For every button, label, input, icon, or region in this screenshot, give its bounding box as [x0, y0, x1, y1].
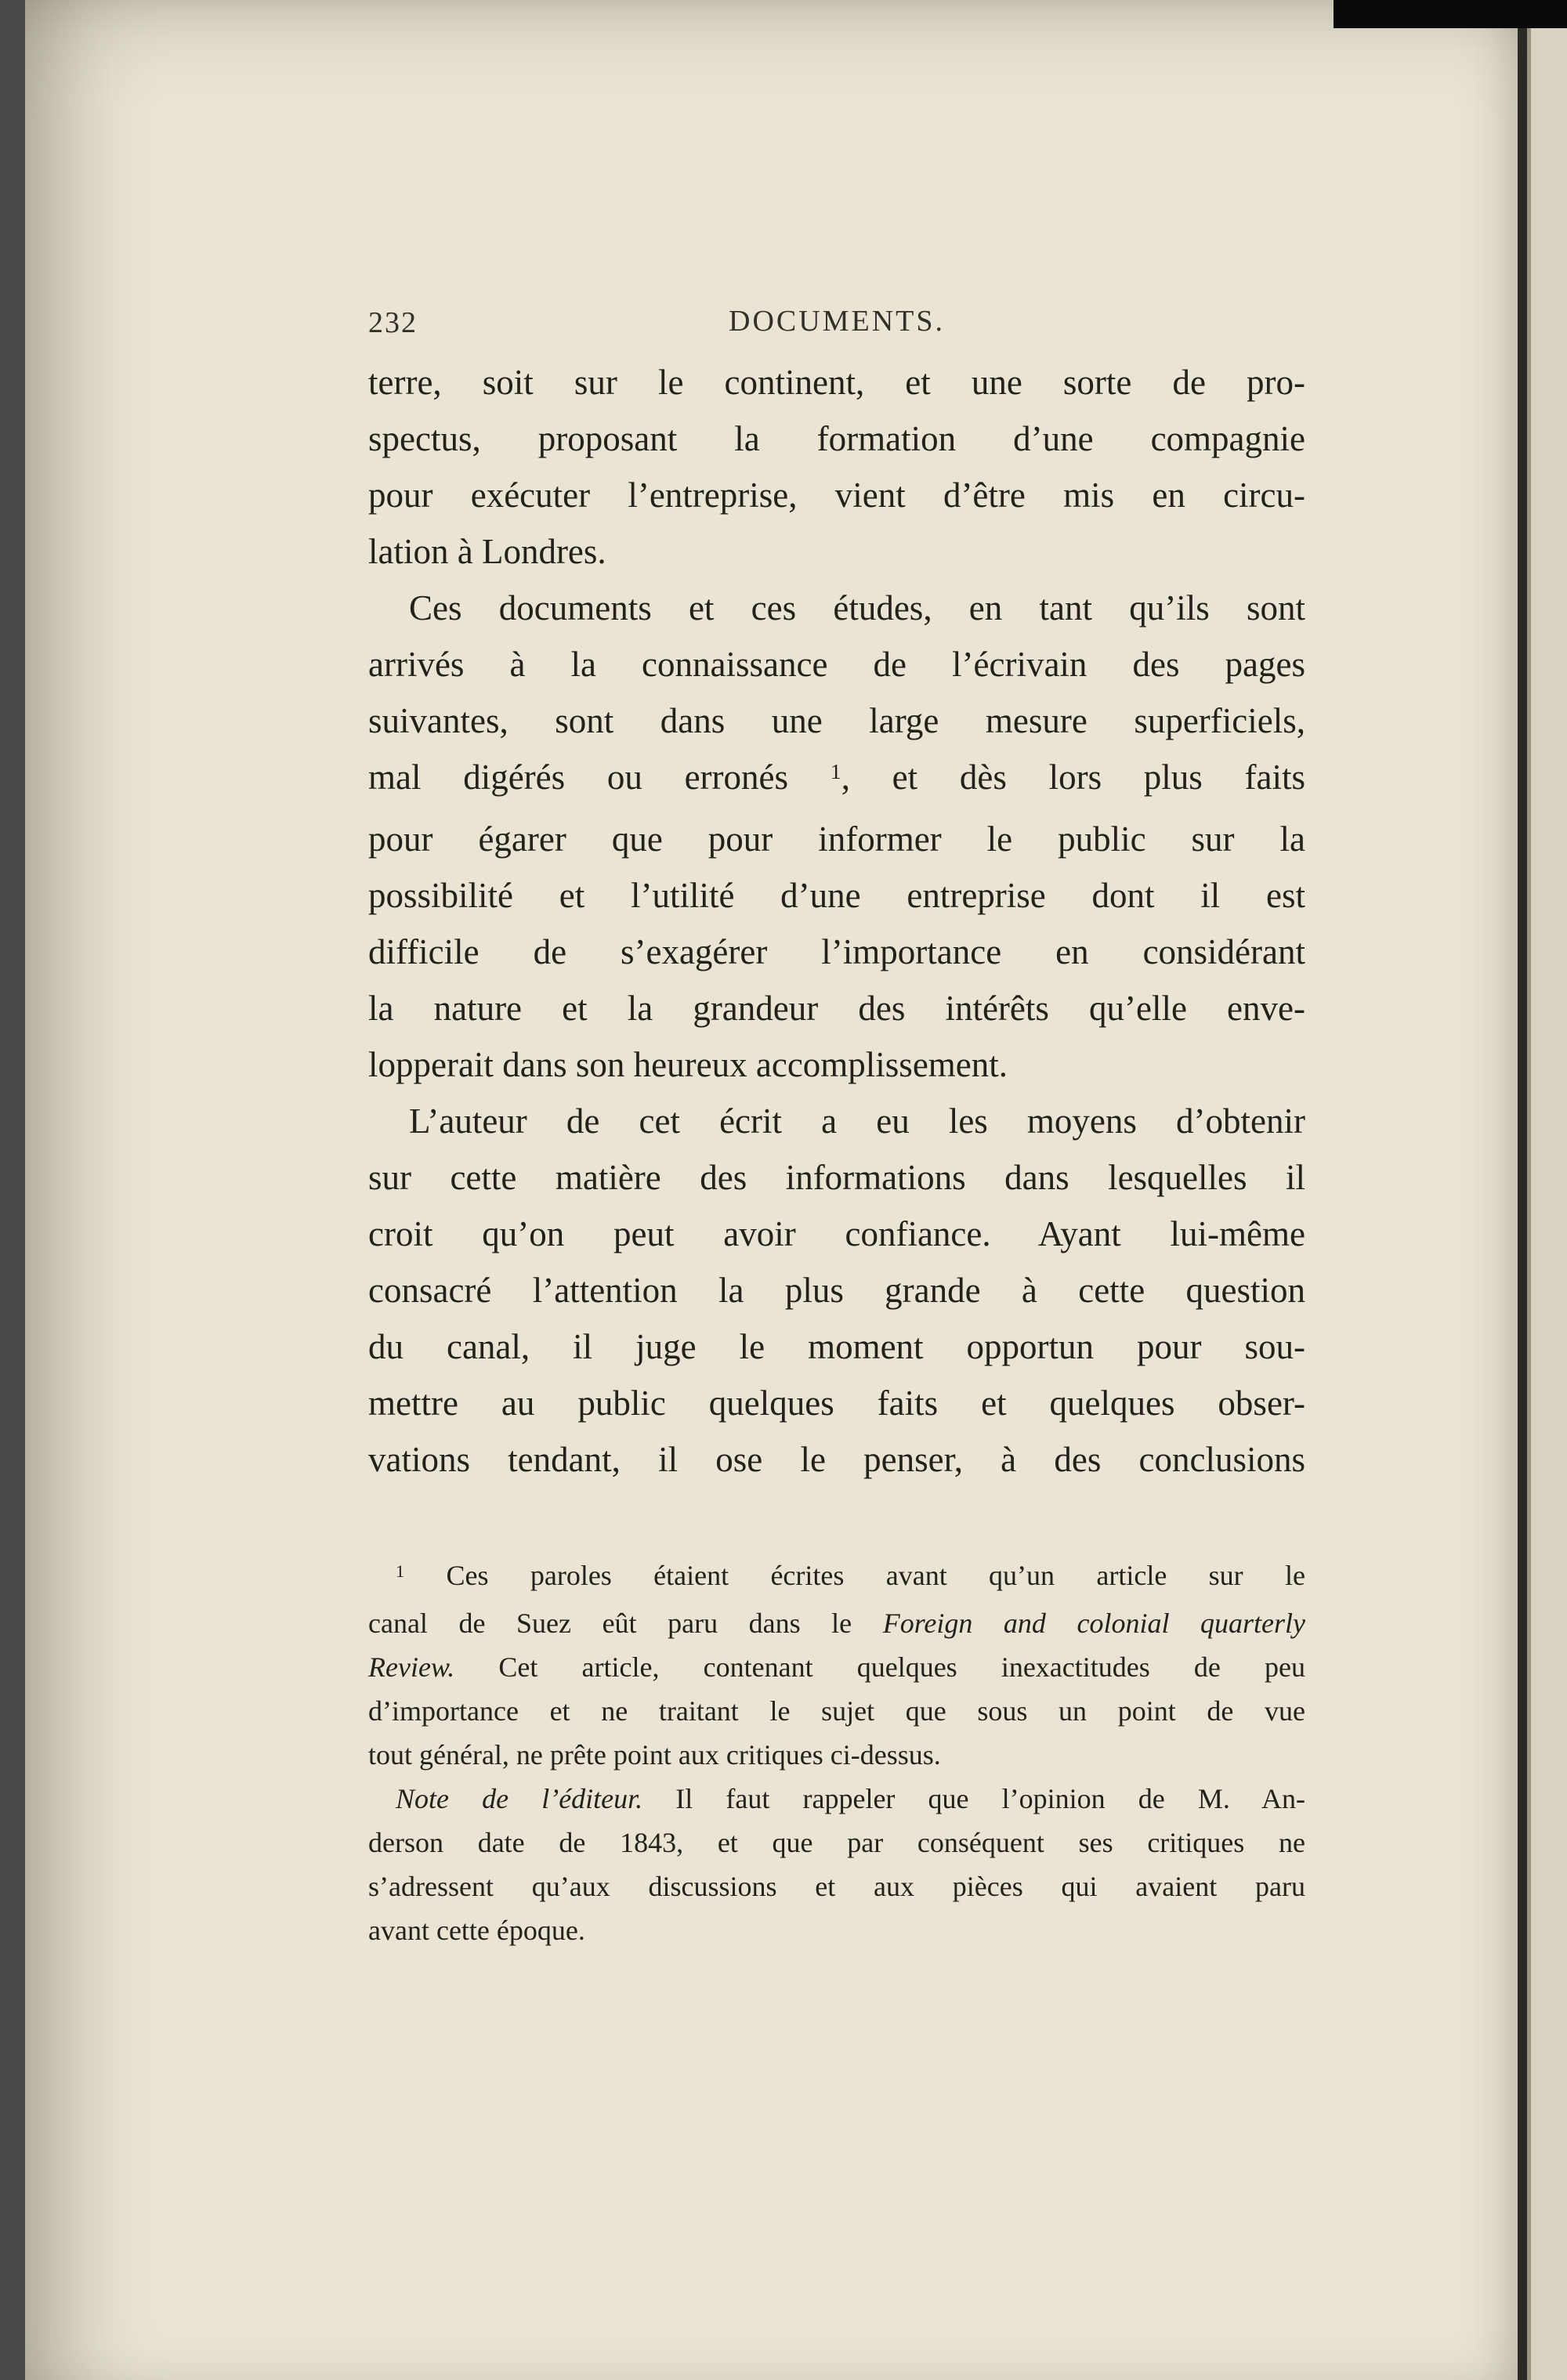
text-line: [368, 467, 1305, 523]
text-line: [368, 1093, 1305, 1149]
text-run: consacré l’attention la plus grande à cette question: [368, 1271, 1305, 1310]
text-run: Review.: [368, 1651, 455, 1683]
text-line: [368, 1645, 1305, 1689]
paragraph: [368, 354, 1305, 580]
text-run: croit qu’on peut avoir confiance. Ayant lui-même: [368, 1214, 1305, 1253]
text-line: [368, 411, 1305, 467]
text-line: [368, 1206, 1305, 1262]
paragraph: [368, 1777, 1305, 1952]
text-line: [368, 1554, 1305, 1601]
text-line: [368, 636, 1305, 693]
text-run: du canal, il juge le moment opportun pour sou-: [368, 1327, 1305, 1366]
text-line: [368, 1149, 1305, 1206]
text-line: [368, 924, 1305, 980]
text-line: [368, 580, 1305, 636]
text-line: [368, 1601, 1305, 1645]
text-run: mettre au public quelques faits et quelques obser-: [368, 1384, 1305, 1423]
text-line: [368, 867, 1305, 924]
page-header: [368, 304, 1305, 345]
book-edge-shadow: [1334, 0, 1567, 28]
text-run: Ces documents et ces études, en tant qu’ils sont: [409, 588, 1305, 628]
text-line: [368, 1733, 1305, 1777]
text-run: tout général, ne prête point aux critiques ci-dessus.: [368, 1739, 941, 1771]
text-run: suivantes, sont dans une large mesure superficiels,: [368, 701, 1305, 740]
text-run: s’adressent qu’aux discussions et aux pièces qui avaient paru: [368, 1871, 1305, 1902]
paragraph: [368, 580, 1305, 1093]
text-run: Ces paroles étaient écrites avant qu’un article sur le: [404, 1560, 1305, 1591]
text-run: sur cette matière des informations dans lesquelles il: [368, 1158, 1305, 1197]
text-run: lation à Londres.: [368, 532, 606, 571]
text-line: [368, 980, 1305, 1036]
text-line: [368, 523, 1305, 580]
text-run: Il faut rappeler que l’opinion de M. An-: [642, 1783, 1305, 1814]
text-run: pour exécuter l’entreprise, vient d’être mis en circu-: [368, 476, 1305, 515]
text-line: [368, 1908, 1305, 1952]
text-run: canal de Suez eût paru dans le: [368, 1608, 883, 1639]
text-line: [368, 1821, 1305, 1865]
text-run: spectus, proposant la formation d’une compagnie: [368, 419, 1305, 458]
text-run: L’auteur de cet écrit a eu les moyens d’obtenir: [409, 1101, 1305, 1141]
adjacent-page-edge: [1518, 0, 1567, 2380]
running-header: DOCUMENTS.: [729, 305, 945, 338]
text-line: [368, 811, 1305, 867]
text-run: , et dès lors plus faits: [841, 758, 1306, 797]
text-line: [368, 354, 1305, 411]
text-run: difficile de s’exagérer l’importance en considérant: [368, 932, 1305, 971]
text-line: [368, 1865, 1305, 1908]
text-run: possibilité et l’utilité d’une entreprise dont il est: [368, 876, 1305, 915]
text-line: [368, 1036, 1305, 1093]
text-line: [368, 1262, 1305, 1318]
text-run: Foreign and colonial quarterly: [882, 1608, 1306, 1639]
text-run: arrivés à la connaissance de l’écrivain des pages: [368, 645, 1305, 684]
footnote-reference: 1: [830, 760, 841, 785]
text-run: la nature et la grandeur des intérêts qu’elle enve-: [368, 989, 1305, 1028]
text-run: pour égarer que pour informer le public sur la: [368, 819, 1305, 859]
text-run: mal digérés ou erronés: [368, 758, 831, 797]
text-run: vations tendant, il ose le penser, à des conclusions: [368, 1440, 1305, 1479]
paragraph: [368, 1093, 1305, 1488]
page-text-block: [368, 304, 1305, 1952]
text-line: [368, 1431, 1305, 1488]
footnote-text: [368, 1554, 1305, 1952]
text-line: [368, 749, 1305, 811]
text-line: [368, 1318, 1305, 1375]
text-run: d’importance et ne traitant le sujet que sous un point de vue: [368, 1695, 1305, 1727]
footnote-reference: 1: [396, 1561, 405, 1581]
paragraph: [368, 1554, 1305, 1777]
page-number: 232: [368, 306, 418, 339]
text-run: terre, soit sur le continent, et une sorte de pro-: [368, 363, 1305, 402]
body-text: [368, 354, 1305, 1488]
text-line: [368, 1777, 1305, 1821]
text-line: [368, 693, 1305, 749]
text-run: lopperait dans son heureux accomplissement.: [368, 1045, 1008, 1084]
text-run: derson date de 1843, et que par conséquent ses critiques ne: [368, 1827, 1305, 1858]
text-run: Note de l’éditeur.: [396, 1783, 643, 1814]
text-line: [368, 1689, 1305, 1733]
text-line: [368, 1375, 1305, 1431]
text-run: Cet article, contenant quelques inexactitudes de peu: [454, 1651, 1305, 1683]
text-run: avant cette époque.: [368, 1915, 585, 1946]
book-page: [25, 0, 1518, 2380]
